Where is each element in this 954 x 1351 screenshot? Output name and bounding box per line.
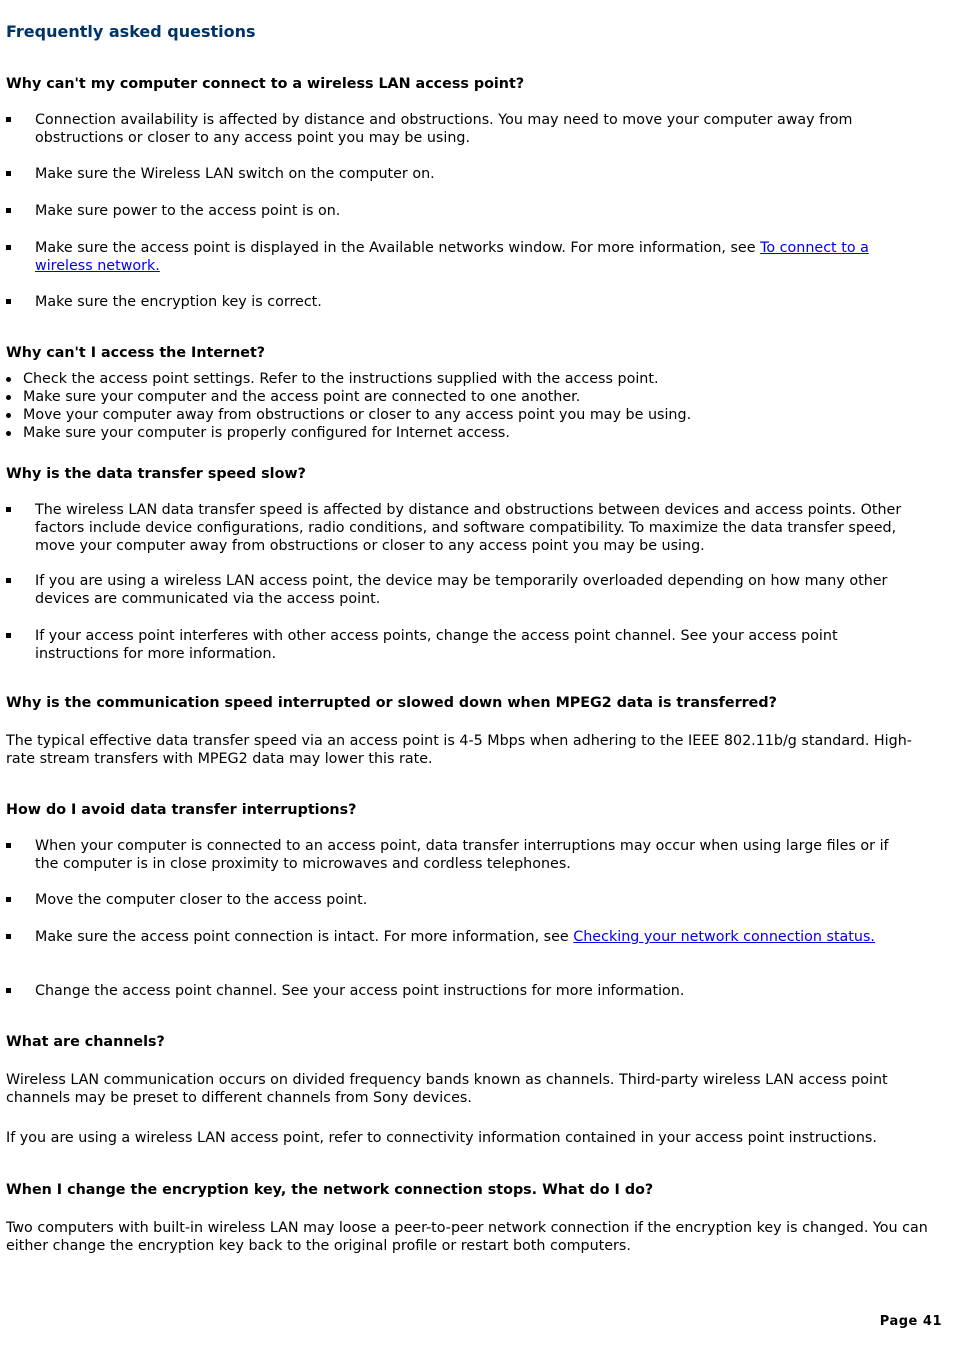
list-item — [6, 501, 906, 555]
answer-paragraph: The typical effective data transfer speed via an access point is 4-5 Mbps when adhering to the IEEE 802.11b/g standard. High-rate stream transfers with MPEG2 data may lower this rate. — [6, 733, 912, 767]
answer-paragraph: Wireless LAN communication occurs on divided frequency bands known as channels. Third-party wireless LAN access point channels may be preset to different channels from Sony devices. — [6, 1072, 888, 1106]
round-bullet-icon — [6, 395, 11, 400]
list-item-text: Connection availability is affected by distance and obstructions. You may need to move your computer away from obstructions or closer to any access point you may be using. — [35, 112, 853, 146]
list-item — [6, 202, 906, 220]
square-bullet-icon — [6, 507, 11, 512]
round-bullet-icon — [6, 413, 11, 418]
list-item-text: Make sure power to the access point is on. — [35, 203, 341, 219]
list-item — [6, 928, 906, 946]
square-bullet-icon — [6, 578, 11, 583]
list-item — [6, 891, 906, 909]
list-item-text: When your computer is connected to an access point, data transfer interruptions may occur when using large files or if the computer is in close proximity to microwaves and cordless telephones. — [35, 838, 889, 872]
square-bullet-icon — [6, 843, 11, 848]
list-item-text: Make sure your computer is properly configured for Internet access. — [23, 425, 510, 441]
list-item-text — [35, 239, 906, 275]
question-mpeg2-speed: Why is the communication speed interrupted or slowed down when MPEG2 data is transferred? — [6, 695, 777, 711]
link-connect-wireless-network[interactable]: To connect to a wireless network. — [35, 240, 869, 274]
answer-paragraph: If you are using a wireless LAN access point, refer to connectivity information contained in your access point instructions. — [6, 1130, 877, 1146]
square-bullet-icon — [6, 988, 11, 993]
list-item-text: If your access point interferes with other access points, change the access point channel. See your access point instructions for more information. — [35, 628, 838, 662]
question-encryption-key-change: When I change the encryption key, the network connection stops. What do I do? — [6, 1182, 654, 1198]
list-item-text: Move the computer closer to the access point. — [35, 892, 368, 908]
list-item — [6, 406, 906, 424]
list-item-text: Make sure the Wireless LAN switch on the computer on. — [35, 166, 435, 182]
answer-paragraph: Two computers with built-in wireless LAN may loose a peer-to-peer network connection if the encryption key is changed. You can either change the encryption key back to the original profile or restart both computers. — [6, 1220, 928, 1254]
square-bullet-icon — [6, 299, 11, 304]
list-item — [6, 165, 906, 183]
list-item-text: Make sure your computer and the access point are connected to one another. — [23, 389, 581, 405]
list-item — [6, 293, 906, 311]
square-bullet-icon — [6, 117, 11, 122]
list-item — [6, 837, 906, 873]
list-item — [6, 370, 906, 388]
question-transfer-speed-slow: Why is the data transfer speed slow? — [6, 466, 306, 482]
question-access-internet: Why can't I access the Internet? — [6, 345, 266, 361]
square-bullet-icon — [6, 171, 11, 176]
question-what-are-channels: What are channels? — [6, 1034, 165, 1050]
list-item-text: The wireless LAN data transfer speed is affected by distance and obstructions between devices and access points. Other factors include device configurations, radio conditions, and software compatibility. To maximize the data transfer speed, move your computer away from obstructions or closer to any access point you may be using. — [35, 502, 902, 554]
list-item-text: Check the access point settings. Refer to the instructions supplied with the access point. — [23, 371, 659, 387]
list-item — [6, 627, 906, 663]
list-item — [6, 982, 906, 1000]
list-item-text — [35, 928, 906, 946]
round-bullet-icon — [6, 377, 11, 382]
list-item-text: Make sure the encryption key is correct. — [35, 294, 322, 310]
square-bullet-icon — [6, 245, 11, 250]
list-item — [6, 572, 906, 608]
round-bullet-icon — [6, 431, 11, 436]
page-title: Frequently asked questions — [6, 22, 256, 41]
list-item-text: Change the access point channel. See your access point instructions for more information. — [35, 983, 685, 999]
list-item-text-lead: Make sure the access point connection is intact. For more information, see — [35, 929, 574, 945]
square-bullet-icon — [6, 897, 11, 902]
question-connect-access-point: Why can't my computer connect to a wireless LAN access point? — [6, 76, 525, 92]
list-item-text-lead: Make sure the access point is displayed in the Available networks window. For more information, see — [35, 240, 761, 256]
list-item — [6, 111, 906, 147]
square-bullet-icon — [6, 934, 11, 939]
list-item — [6, 239, 906, 275]
question-avoid-interruptions: How do I avoid data transfer interruptions? — [6, 802, 357, 818]
list-item-text: Move your computer away from obstructions or closer to any access point you may be using. — [23, 407, 692, 423]
link-checking-network-status[interactable]: Checking your network connection status. — [573, 929, 875, 945]
page-number: Page 41 — [879, 1314, 942, 1329]
list-item-text: If you are using a wireless LAN access point, the device may be temporarily overloaded depending on how many other devices are communicated via the access point. — [35, 573, 888, 607]
list-item — [6, 388, 906, 406]
square-bullet-icon — [6, 633, 11, 638]
list-item — [6, 424, 906, 442]
square-bullet-icon — [6, 208, 11, 213]
